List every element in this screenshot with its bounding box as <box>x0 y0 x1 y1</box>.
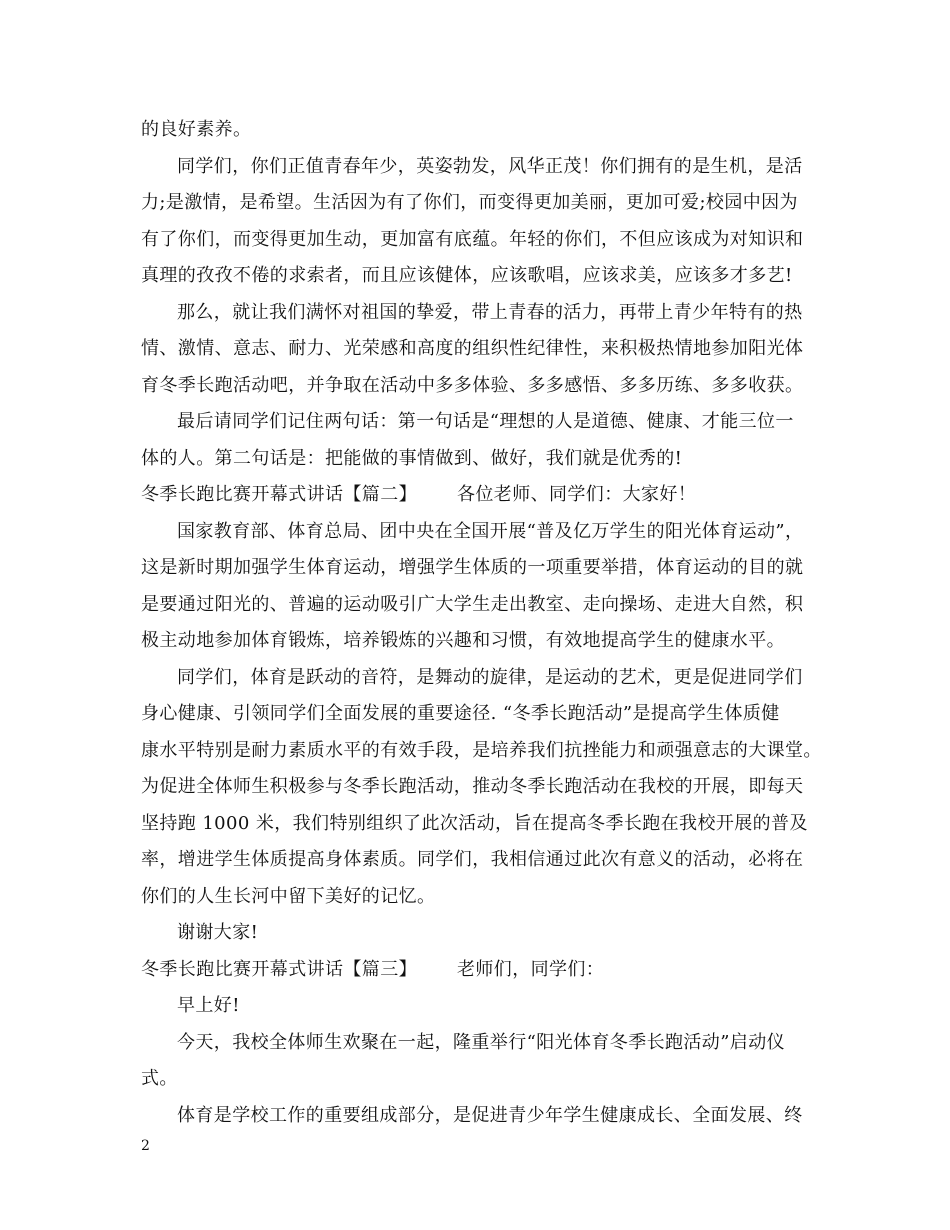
paragraph-line: 你们的人生长河中留下美好的记忆。 <box>141 885 436 907</box>
paragraph-line: 真理的孜孜不倦的求索者，而且应该健体，应该歌唱，应该求美，应该多才多艺! <box>141 265 793 286</box>
paragraph-line: 那么，就让我们满怀对祖国的挚爱，带上青春的活力，再带上青少年特有的热 <box>177 301 803 323</box>
paragraph-line: 为促进全体师生积极参与冬季长跑活动，推动冬季长跑活动在我校的开展，即每天 <box>141 776 804 797</box>
paragraph-line: 这是新时期加强学生体育运动，增强学生体质的一项重要举措，体育运动的目的就 <box>141 557 804 578</box>
salutation: 老师们，同学们： <box>457 958 605 980</box>
paragraph-line: 体的人。第二句话是：把能做的事情做到、做好，我们就是优秀的! <box>141 447 683 469</box>
paragraph-line: 育冬季长跑活动吧，并争取在活动中多多体验、多多感悟、多多历练、多多收获。 <box>141 374 804 396</box>
section-heading: 冬季长跑比赛开幕式讲话【篇二】 <box>141 484 417 505</box>
paragraph-line: 今天，我校全体师生欢聚在一起，隆重举行“阳光体育冬季长跑活动”启动仪 <box>177 1031 786 1053</box>
paragraph-line: 最后请同学们记住两句话：第一句话是“理想的人是道德、健康、才能三位一 <box>177 411 794 432</box>
paragraph-line: 同学们，体育是跃动的音符，是舞动的旋律，是运动的艺术，更是促进同学们 <box>177 666 803 688</box>
document-body <box>141 112 821 1134</box>
paragraph-line: 体育是学校工作的重要组成部分，是促进青少年学生健康成长、全面发展、终 <box>177 1104 803 1126</box>
paragraph-line: 谢谢大家! <box>177 922 259 943</box>
paragraph-line: 国家教育部、体育总局、团中央在全国开展“普及亿万学生的阳光体育运动”， <box>177 520 804 542</box>
paragraph-line: 康水平特别是耐力素质水平的有效手段，是培养我们抗挫能力和顽强意志的大课堂。 <box>141 739 822 761</box>
paragraph-line: 情、激情、意志、耐力、光荣感和高度的组织性纪律性，来积极热情地参加阳光体 <box>141 338 804 359</box>
paragraph-line: 极主动地参加体育锻炼，培养锻炼的兴趣和习惯，有效地提高学生的健康水平。 <box>141 630 785 651</box>
page-number: 2 <box>141 1138 150 1154</box>
paragraph-line: 坚持跑 1000 米，我们特别组织了此次活动，旨在提高冬季长跑在我校开展的普及 <box>141 812 808 834</box>
section-heading: 冬季长跑比赛开幕式讲话【篇三】 <box>141 958 417 980</box>
paragraph-line: 是要通过阳光的、普遍的运动吸引广大学生走出教室、走向操场、走进大自然，积 <box>141 593 804 615</box>
paragraph-line: 式。 <box>141 1068 178 1089</box>
paragraph-line: 力;是激情，是希望。生活因为有了你们，而变得更加美丽，更加可爱;校园中因为 <box>141 192 798 213</box>
section-heading-line <box>141 477 821 514</box>
paragraph-line: 的良好素养。 <box>141 119 252 140</box>
paragraph-line: 同学们，你们正值青春年少，英姿勃发，风华正茂！你们拥有的是生机，是活 <box>177 155 803 177</box>
paragraph-line: 率，增进学生体质提高身体素质。同学们，我相信通过此次有意义的活动，必将在 <box>141 849 804 870</box>
salutation: 各位老师、同学们：大家好！ <box>457 484 697 505</box>
paragraph-line: 身心健康、引领同学们全面发展的重要途径. “冬季长跑活动”是提高学生体质健 <box>141 703 780 724</box>
paragraph-line: 有了你们，而变得更加生动，更加富有底蕴。年轻的你们，不但应该成为对知识和 <box>141 228 804 250</box>
paragraph-line: 早上好! <box>177 995 240 1016</box>
section-heading-line <box>141 952 821 989</box>
